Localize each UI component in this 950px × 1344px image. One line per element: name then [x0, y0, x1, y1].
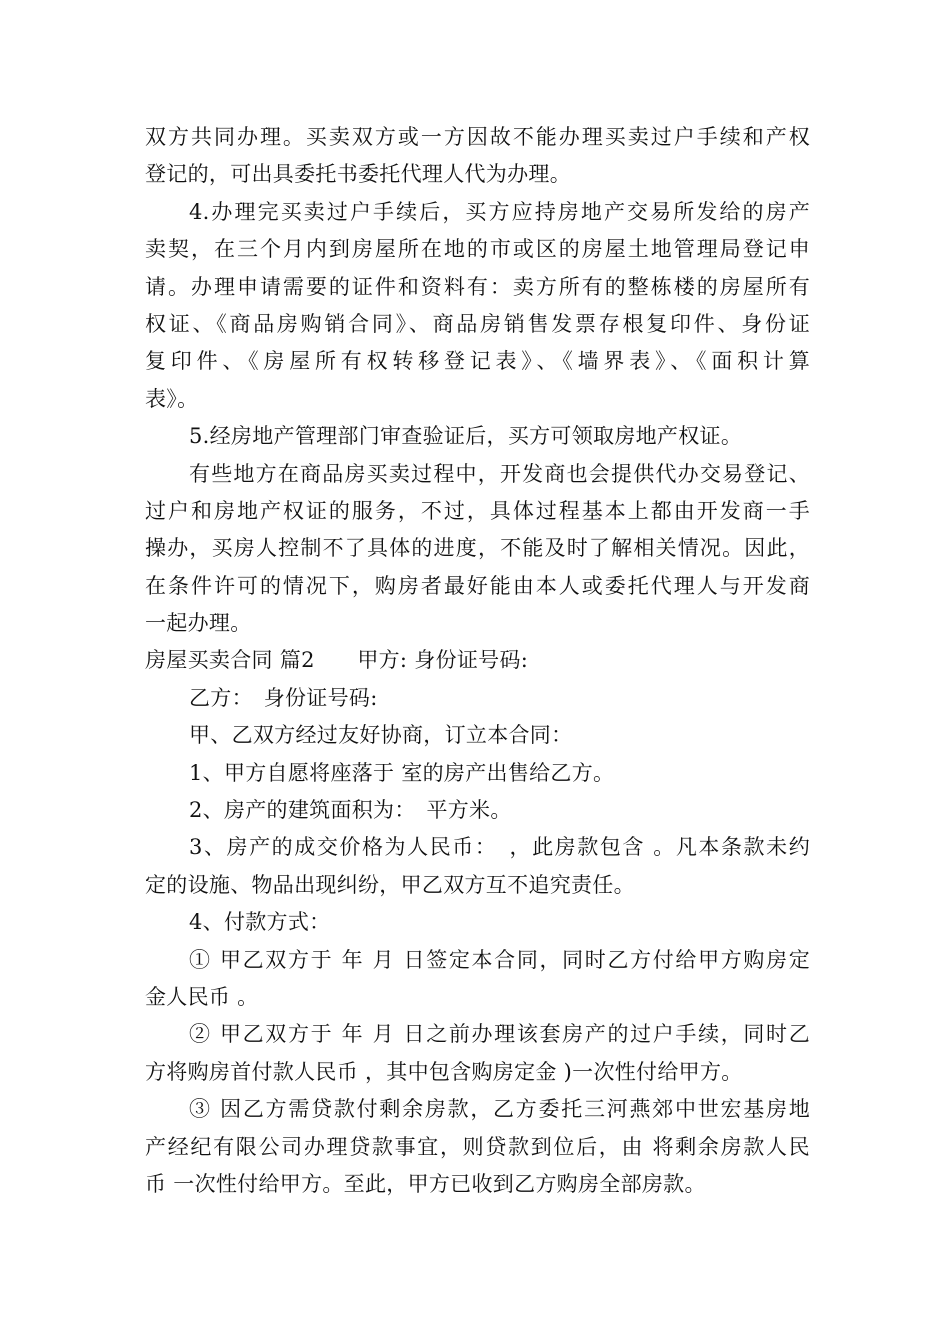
- text-line: 复印件、《房屋所有权转移登记表》、《墙界表》、《面积计算: [145, 349, 810, 374]
- text-line: 双方共同办理。买卖双方或一方因故不能办理买卖过户手续和产权: [145, 125, 810, 149]
- text-line: 权证、《商品房购销合同》、商品房销售发票存根复印件、身份证: [145, 311, 810, 336]
- text-line: 操办，买房人控制不了具体的进度，不能及时了解相关情况。因此，: [145, 536, 810, 561]
- text-line: ① 甲乙双方于 年 月 日签定本合同，同时乙方付给甲方购房定: [189, 947, 810, 972]
- text-line: 在条件许可的情况下，购房者最好能由本人或委托代理人与开发商: [145, 573, 810, 598]
- text-line: 乙方： 身份证号码:: [189, 685, 378, 710]
- text-line: 4、付款方式：: [189, 910, 331, 935]
- text-line: 1、甲方自愿将座落于 室的房产出售给乙方。: [189, 760, 615, 785]
- text-line: ③ 因乙方需贷款付剩余房款，乙方委托三河燕郊中世宏基房地: [189, 1097, 810, 1122]
- text-line: 币 一次性付给甲方。至此，甲方已收到乙方购房全部房款。: [145, 1171, 706, 1196]
- text-line: 卖契，在三个月内到房屋所在地的市或区的房屋土地管理局登记申: [145, 237, 810, 262]
- text-line: 5.经房地产管理部门审查验证后，买方可领取房地产权证。: [189, 424, 743, 449]
- text-line: 4.办理完买卖过户手续后，买方应持房地产交易所发给的房产: [189, 199, 810, 224]
- text-line: 过户和房地产权证的服务，不过，具体过程基本上都由开发商一手: [145, 498, 810, 523]
- text-line: 方将购房首付款人民币 ，其中包含购房定金 )一次性付给甲方。: [145, 1059, 743, 1084]
- text-line: 甲、乙双方经过友好协商，订立本合同：: [189, 723, 573, 748]
- text-line: 房屋买卖合同 篇2 甲方: 身份证号码:: [145, 648, 529, 673]
- text-line: 请。办理申请需要的证件和资料有：卖方所有的整栋楼的房屋所有: [145, 274, 810, 299]
- text-line: 3、房产的成交价格为人民币： ，此房款包含 。凡本条款未约: [189, 835, 810, 860]
- text-line: ② 甲乙双方于 年 月 日之前办理该套房产的过户手续，同时乙: [189, 1022, 810, 1047]
- document-body: [145, 119, 810, 1203]
- text-line: 有些地方在商品房买卖过程中，开发商也会提供代办交易登记、: [189, 461, 810, 486]
- text-line: 产经纪有限公司办理贷款事宜，则贷款到位后，由 将剩余房款人民: [145, 1134, 810, 1159]
- text-line: 登记的，可出具委托书委托代理人代为办理。: [145, 162, 571, 187]
- text-line: 定的设施、物品出现纠纷，甲乙双方互不追究责任。: [145, 872, 635, 897]
- text-line: 表》。: [145, 386, 199, 411]
- text-line: 一起办理。: [145, 611, 252, 636]
- text-line: 2、房产的建筑面积为： 平方米。: [189, 798, 512, 823]
- text-line: 金人民币 。: [145, 984, 259, 1009]
